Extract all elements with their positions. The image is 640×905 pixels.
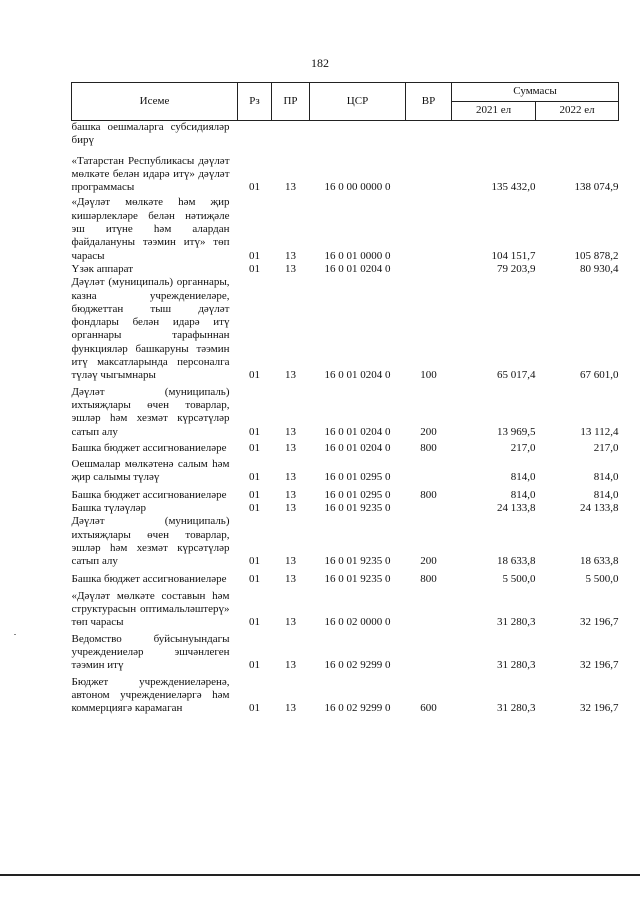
cell-vr xyxy=(406,630,452,673)
cell-sum-2021: 65 017,4 xyxy=(497,369,536,382)
cell-sum-2022: 217,0 xyxy=(593,441,619,454)
cell-name: Бюджет учреждениеләренә, автоном учреждениеләргә һәм коммерциягә карамаган xyxy=(71,675,230,715)
cell-vr: 800 xyxy=(420,488,437,501)
cell-name: Башка бюджет ассигнованиеләре xyxy=(71,488,227,501)
cell-sum-2022: 5 500,0 xyxy=(585,572,619,585)
table-row xyxy=(72,630,619,673)
cell-pr: 13 xyxy=(285,659,296,672)
table-row xyxy=(72,569,619,586)
cell-name: Башка түләүләр xyxy=(71,502,147,515)
cell-rz: 01 xyxy=(249,262,260,275)
cell-rz: 01 xyxy=(249,659,260,672)
header-name: Исеме xyxy=(72,83,238,121)
table-row xyxy=(72,263,619,276)
table-body xyxy=(72,121,619,716)
cell-csr: 16 0 02 9299 0 xyxy=(324,702,391,715)
cell-rz: 01 xyxy=(249,616,260,629)
cell-name: Дәүләт (муниципаль) органнары, казна учреждениеләре, бюджеттан тыш дәүләт фондлары белән идарә итү органнары тарафыннан функцияләр башкаруны тәэмин итү максатларында персоналга түләү чыгымнары xyxy=(71,276,230,382)
header-pr: ПР xyxy=(272,83,310,121)
cell-vr xyxy=(406,148,452,195)
header-year-2021: 2021 ел xyxy=(452,102,536,121)
cell-pr: 13 xyxy=(285,369,296,382)
cell-sum-2021: 814,0 xyxy=(510,471,536,484)
cell-vr xyxy=(406,121,452,148)
cell-pr: 13 xyxy=(285,181,296,194)
cell-pr: 13 xyxy=(285,488,296,501)
cell-sum-2021: 24 133,8 xyxy=(497,502,536,515)
cell-pr: 13 xyxy=(285,262,296,275)
cell-pr: 13 xyxy=(285,616,296,629)
cell-pr: 13 xyxy=(285,702,296,715)
header-csr: ЦСР xyxy=(310,83,406,121)
page-bottom-edge xyxy=(0,874,640,876)
cell-sum-2021 xyxy=(452,121,536,148)
cell-csr: 16 0 01 0295 0 xyxy=(324,488,391,501)
cell-rz: 01 xyxy=(249,502,260,515)
table-row xyxy=(72,148,619,195)
header-rz: Рз xyxy=(238,83,272,121)
cell-vr: 800 xyxy=(420,572,437,585)
cell-rz: 01 xyxy=(249,555,260,568)
cell-sum-2022: 814,0 xyxy=(593,471,619,484)
cell-name: Ведомство буйсынуындагы учреждениеләр эшчәнлеген тәэмин итү xyxy=(71,632,230,672)
cell-pr: 13 xyxy=(285,441,296,454)
header-vr: ВР xyxy=(406,83,452,121)
cell-csr: 16 0 02 9299 0 xyxy=(324,659,391,672)
cell-csr: 16 0 01 9235 0 xyxy=(324,502,391,515)
cell-sum-2022: 67 601,0 xyxy=(580,369,619,382)
cell-vr xyxy=(406,263,452,276)
cell-sum-2021: 5 500,0 xyxy=(502,572,536,585)
cell-rz: 01 xyxy=(249,471,260,484)
cell-sum-2021: 31 280,3 xyxy=(497,659,536,672)
cell-rz xyxy=(238,121,272,148)
cell-pr: 13 xyxy=(285,249,296,262)
table-row xyxy=(72,383,619,439)
cell-sum-2021: 217,0 xyxy=(510,441,536,454)
table-row xyxy=(72,485,619,502)
cell-name: «Дәүләт мөлкәте составын һәм структурасын оптимальләштерү» төп чарасы xyxy=(71,589,230,629)
cell-vr: 100 xyxy=(420,369,437,382)
cell-rz: 01 xyxy=(249,425,260,438)
cell-vr: 600 xyxy=(420,702,437,715)
table-header xyxy=(72,83,619,121)
cell-csr: 16 0 01 0295 0 xyxy=(324,471,391,484)
cell-vr xyxy=(406,502,452,515)
cell-name: «Татарстан Республикасы дәүләт мөлкәте белән идарә итү» дәүләт программасы xyxy=(71,154,230,194)
table-row xyxy=(72,515,619,568)
table-row xyxy=(72,455,619,485)
cell-pr: 13 xyxy=(285,502,296,515)
cell-sum-2022: 814,0 xyxy=(593,488,619,501)
header-sums: Суммасы xyxy=(452,83,619,102)
scan-speck xyxy=(14,634,16,635)
cell-sum-2022: 80 930,4 xyxy=(580,262,619,275)
cell-pr: 13 xyxy=(285,425,296,438)
cell-rz: 01 xyxy=(249,702,260,715)
cell-pr xyxy=(272,121,310,148)
cell-csr xyxy=(310,121,406,148)
table-row xyxy=(72,276,619,382)
cell-sum-2021: 79 203,9 xyxy=(497,262,536,275)
cell-rz: 01 xyxy=(249,249,260,262)
cell-csr: 16 0 01 0000 0 xyxy=(324,249,391,262)
cell-vr xyxy=(406,194,452,262)
cell-name: Дәүләт (муниципаль) ихтыяҗлары өчен товарлар, эшләр һәм хезмәт күрсәтүләр сатып алу xyxy=(71,385,230,438)
cell-rz: 01 xyxy=(249,369,260,382)
cell-name: Дәүләт (муниципаль) ихтыяҗлары өчен товарлар, эшләр һәм хезмәт күрсәтүләр сатып алу xyxy=(71,515,230,568)
cell-sum-2021: 31 280,3 xyxy=(497,616,536,629)
table-row xyxy=(72,673,619,716)
table-row xyxy=(72,439,619,455)
cell-pr: 13 xyxy=(285,471,296,484)
cell-name: Башка бюджет ассигнованиеләре xyxy=(71,441,227,454)
cell-sum-2021: 31 280,3 xyxy=(497,702,536,715)
budget-table xyxy=(71,82,619,715)
cell-rz: 01 xyxy=(249,572,260,585)
cell-name: Башка бюджет ассигнованиеләре xyxy=(71,572,227,585)
cell-pr: 13 xyxy=(285,572,296,585)
cell-sum-2022: 13 112,4 xyxy=(580,425,619,438)
cell-sum-2022: 24 133,8 xyxy=(580,502,619,515)
cell-sum-2022: 18 633,8 xyxy=(580,555,619,568)
cell-name: башка оешмаларга субсидияләр бирү xyxy=(71,121,230,147)
cell-pr: 13 xyxy=(285,555,296,568)
table-row xyxy=(72,502,619,515)
cell-sum-2022: 32 196,7 xyxy=(580,659,619,672)
page-number: 182 xyxy=(311,56,329,70)
cell-vr: 200 xyxy=(420,555,437,568)
cell-rz: 01 xyxy=(249,488,260,501)
cell-csr: 16 0 01 9235 0 xyxy=(324,555,391,568)
cell-vr: 200 xyxy=(420,425,437,438)
cell-sum-2021: 18 633,8 xyxy=(497,555,536,568)
cell-name: «Дәүләт мөлкәте һәм җир кишәрлекләре белән нәтиҗәле эш итүне һәм алардан файдалануны тәэмин итү» төп чарасы xyxy=(71,196,230,262)
cell-sum-2021: 104 151,7 xyxy=(491,249,536,262)
cell-sum-2021: 135 432,0 xyxy=(491,181,536,194)
table-row xyxy=(72,121,619,148)
cell-sum-2022: 105 878,2 xyxy=(574,249,619,262)
table-row xyxy=(72,586,619,630)
cell-csr: 16 0 01 0204 0 xyxy=(324,369,391,382)
cell-name: Оешмалар мөлкәтенә салым һәм җир салымы түләү xyxy=(71,458,230,484)
cell-vr xyxy=(406,586,452,630)
cell-csr: 16 0 01 0204 0 xyxy=(324,425,391,438)
cell-sum-2021: 814,0 xyxy=(510,488,536,501)
cell-csr: 16 0 01 0204 0 xyxy=(324,441,391,454)
cell-csr: 16 0 00 0000 0 xyxy=(324,181,391,194)
cell-sum-2022: 32 196,7 xyxy=(580,616,619,629)
table-row xyxy=(72,194,619,262)
cell-sum-2022: 138 074,9 xyxy=(574,181,619,194)
cell-rz: 01 xyxy=(249,181,260,194)
cell-sum-2021: 13 969,5 xyxy=(497,425,536,438)
cell-vr: 800 xyxy=(420,441,437,454)
cell-csr: 16 0 01 0204 0 xyxy=(324,262,391,275)
cell-sum-2022 xyxy=(536,121,619,148)
cell-name: Үзәк аппарат xyxy=(71,262,134,275)
cell-csr: 16 0 02 0000 0 xyxy=(324,616,391,629)
cell-vr xyxy=(406,455,452,485)
header-year-2022: 2022 ел xyxy=(536,102,619,121)
cell-rz: 01 xyxy=(249,441,260,454)
cell-sum-2022: 32 196,7 xyxy=(580,702,619,715)
cell-csr: 16 0 01 9235 0 xyxy=(324,572,391,585)
